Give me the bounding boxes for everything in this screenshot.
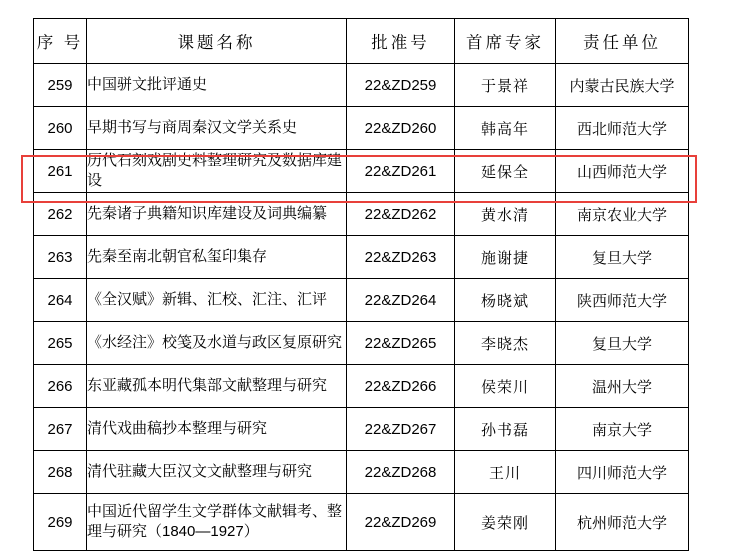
cell-expert: 侯荣川	[455, 365, 556, 408]
cell-org: 复旦大学	[556, 322, 689, 365]
cell-no: 269	[34, 494, 87, 551]
column-header-title: 课题名称	[87, 19, 347, 64]
cell-expert: 孙书磊	[455, 408, 556, 451]
cell-title: 早期书写与商周秦汉文学关系史	[87, 107, 347, 150]
cell-expert: 杨晓斌	[455, 279, 556, 322]
cell-approval: 22&ZD260	[347, 107, 455, 150]
cell-approval: 22&ZD264	[347, 279, 455, 322]
table-row	[34, 236, 689, 279]
table-header	[34, 19, 689, 64]
cell-title: 先秦至南北朝官私玺印集存	[87, 236, 347, 279]
cell-expert: 姜荣刚	[455, 494, 556, 551]
table-row	[34, 365, 689, 408]
table-row	[34, 451, 689, 494]
cell-approval: 22&ZD263	[347, 236, 455, 279]
cell-no: 268	[34, 451, 87, 494]
cell-approval: 22&ZD259	[347, 64, 455, 107]
table-row-highlighted	[34, 150, 689, 193]
cell-title: 清代戏曲稿抄本整理与研究	[87, 408, 347, 451]
cell-title: 中国近代留学生文学群体文献辑考、整理与研究（1840—1927）	[87, 494, 347, 551]
cell-title: 中国骈文批评通史	[87, 64, 347, 107]
cell-approval: 22&ZD266	[347, 365, 455, 408]
cell-no: 266	[34, 365, 87, 408]
cell-expert: 施谢捷	[455, 236, 556, 279]
cell-no: 261	[34, 150, 87, 193]
table-row	[34, 408, 689, 451]
cell-org: 复旦大学	[556, 236, 689, 279]
cell-title: 《全汉赋》新辑、汇校、汇注、汇评	[87, 279, 347, 322]
table-row	[34, 494, 689, 551]
cell-title: 历代石刻戏剧史料整理研究及数据库建设	[87, 150, 347, 193]
cell-approval: 22&ZD265	[347, 322, 455, 365]
cell-no: 262	[34, 193, 87, 236]
cell-org: 温州大学	[556, 365, 689, 408]
cell-expert: 于景祥	[455, 64, 556, 107]
table-row	[34, 279, 689, 322]
project-table-container	[33, 18, 688, 551]
column-header-org: 责任单位	[556, 19, 689, 64]
cell-org: 杭州师范大学	[556, 494, 689, 551]
table-row	[34, 107, 689, 150]
project-table	[33, 18, 689, 551]
cell-approval: 22&ZD261	[347, 150, 455, 193]
cell-expert: 李晓杰	[455, 322, 556, 365]
cell-title: 先秦诸子典籍知识库建设及词典编纂	[87, 193, 347, 236]
cell-approval: 22&ZD262	[347, 193, 455, 236]
column-header-expert: 首席专家	[455, 19, 556, 64]
column-header-approval: 批准号	[347, 19, 455, 64]
cell-no: 259	[34, 64, 87, 107]
cell-no: 263	[34, 236, 87, 279]
table-row	[34, 64, 689, 107]
cell-org: 西北师范大学	[556, 107, 689, 150]
table-row	[34, 322, 689, 365]
cell-expert: 韩高年	[455, 107, 556, 150]
column-header-no: 序 号	[34, 19, 87, 64]
cell-title: 东亚藏孤本明代集部文献整理与研究	[87, 365, 347, 408]
cell-org: 山西师范大学	[556, 150, 689, 193]
cell-title: 清代驻藏大臣汉文文献整理与研究	[87, 451, 347, 494]
cell-title: 《水经注》校笺及水道与政区复原研究	[87, 322, 347, 365]
table-body	[34, 64, 689, 551]
cell-expert: 黄水清	[455, 193, 556, 236]
cell-no: 260	[34, 107, 87, 150]
cell-expert: 王川	[455, 451, 556, 494]
cell-approval: 22&ZD268	[347, 451, 455, 494]
cell-no: 264	[34, 279, 87, 322]
table-row	[34, 193, 689, 236]
cell-org: 四川师范大学	[556, 451, 689, 494]
cell-no: 265	[34, 322, 87, 365]
cell-approval: 22&ZD267	[347, 408, 455, 451]
cell-no: 267	[34, 408, 87, 451]
cell-org: 内蒙古民族大学	[556, 64, 689, 107]
cell-org: 陕西师范大学	[556, 279, 689, 322]
table-header-row	[34, 19, 689, 64]
cell-expert: 延保全	[455, 150, 556, 193]
cell-org: 南京农业大学	[556, 193, 689, 236]
cell-approval: 22&ZD269	[347, 494, 455, 551]
cell-org: 南京大学	[556, 408, 689, 451]
